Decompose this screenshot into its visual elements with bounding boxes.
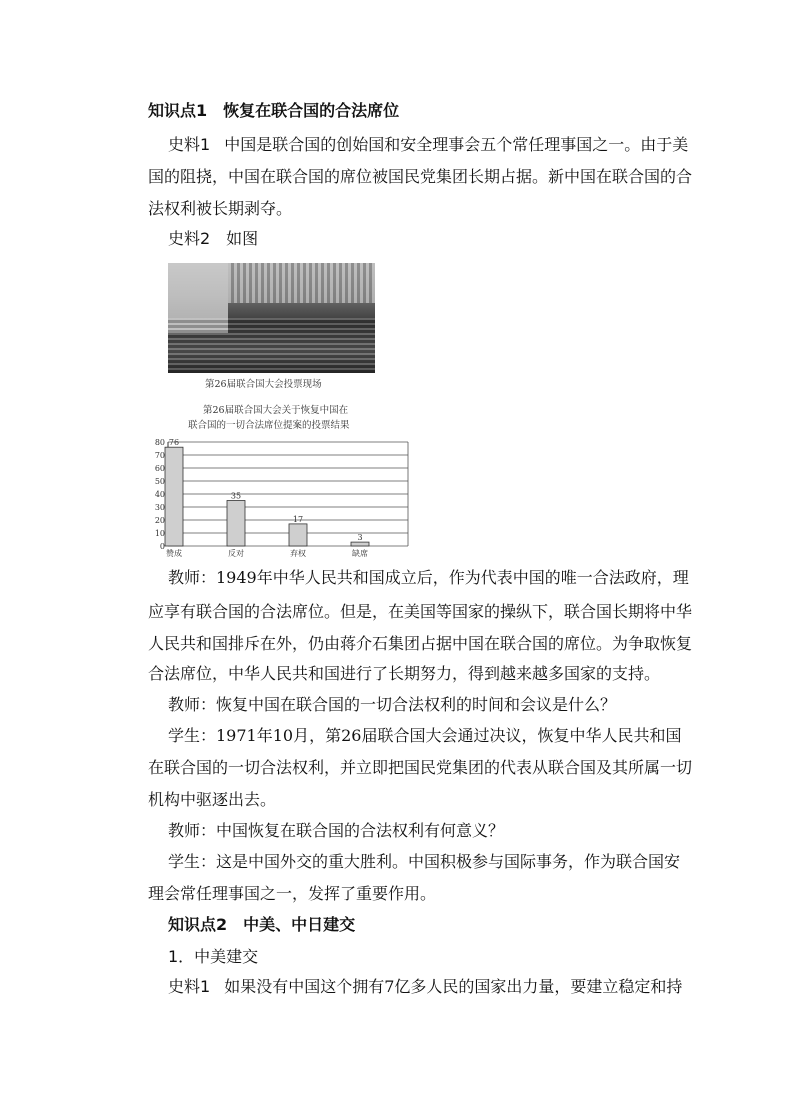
teacher-question: 教师：中国恢复在联合国的合法权利有何意义？ bbox=[168, 821, 505, 840]
teacher-line: 人民共和国排斥在外，仍由蒋介石集团占据中国在联合国的席位。为争取恢复 bbox=[148, 634, 693, 653]
source1-label: 史料1 bbox=[168, 135, 211, 154]
x-tick-label: 缺席 bbox=[352, 549, 368, 558]
bar bbox=[165, 447, 183, 546]
y-tick-label: 20 bbox=[154, 516, 165, 525]
data-label: 76 bbox=[168, 438, 180, 448]
student-line: 学生：1971年10月，第26届联合国大会通过决议，恢复中华人民共和国 bbox=[168, 726, 682, 745]
x-tick-label: 反对 bbox=[228, 549, 244, 558]
y-tick-label: 60 bbox=[154, 464, 165, 473]
student-line: 学生：这是中国外交的重大胜利。中国积极参与国际事务，作为联合国安 bbox=[168, 852, 681, 871]
y-tick-label: 80 bbox=[154, 438, 165, 447]
section2-source1-text: 如果没有中国这个拥有7亿多人民的国家出力量，要建立稳定和持 bbox=[224, 977, 683, 996]
bar bbox=[289, 524, 307, 546]
y-tick-label: 40 bbox=[154, 490, 165, 499]
teacher-question: 教师：恢复中国在联合国的一切合法权利的时间和会议是什么？ bbox=[168, 695, 617, 714]
teacher-line: 应享有联合国的合法席位。但是，在美国等国家的操纵下，联合国长期将中华 bbox=[148, 602, 693, 621]
general-assembly-photo bbox=[168, 263, 375, 373]
y-tick-label: 70 bbox=[154, 451, 165, 460]
y-tick-label: 30 bbox=[154, 503, 165, 512]
bar bbox=[351, 542, 369, 546]
y-tick-label: 50 bbox=[154, 477, 165, 486]
source1-line3: 法权利被长期剥夺。 bbox=[148, 199, 293, 218]
teacher-line: 合法席位，中华人民共和国进行了长期努力，得到越来越多国家的支持。 bbox=[148, 664, 661, 683]
section2-heading: 知识点2 中美、中日建交 bbox=[168, 915, 356, 934]
section1-heading: 知识点1 恢复在联合国的合法席位 bbox=[148, 101, 400, 120]
chart-caption-line2: 联合国的一切合法席位提案的投票结果 bbox=[188, 420, 350, 431]
y-tick-label: 10 bbox=[154, 529, 165, 538]
section2-source1 bbox=[168, 977, 682, 997]
photo-wall bbox=[228, 263, 375, 303]
data-label: 17 bbox=[292, 514, 304, 524]
source1-line2: 国的阻挠，中国在联合国的席位被国民党集团长期占据。新中国在联合国的合 bbox=[148, 167, 693, 186]
teacher-line: 教师：1949年中华人民共和国成立后，作为代表中国的唯一合法政府，理 bbox=[168, 568, 689, 587]
section2-subheading: 1．中美建交 bbox=[168, 947, 259, 966]
data-label: 3 bbox=[357, 533, 363, 543]
student-line: 在联合国的一切合法权利，并立即把国民党集团的代表从联合国及其所属一切 bbox=[148, 758, 693, 777]
chart-caption-line1: 第26届联合国大会关于恢复中国在 bbox=[203, 405, 349, 416]
source1-text: 中国是联合国的创始国和安全理事会五个常任理事国之一。由于美 bbox=[224, 135, 689, 154]
source1-line1 bbox=[168, 135, 688, 155]
x-tick-label: 赞成 bbox=[166, 549, 182, 558]
student-line: 机构中驱逐出去。 bbox=[148, 790, 277, 809]
y-tick-label: 0 bbox=[159, 542, 165, 551]
vote-results-chart bbox=[140, 434, 415, 562]
data-label: 35 bbox=[230, 491, 242, 501]
source2-label: 史料2 如图 bbox=[168, 229, 259, 248]
photo-seating bbox=[168, 318, 375, 373]
photo-caption: 第26届联合国大会投票现场 bbox=[205, 379, 322, 390]
student-line: 理会常任理事国之一，发挥了重要作用。 bbox=[148, 884, 437, 903]
section2-source1-label: 史料1 bbox=[168, 977, 211, 996]
x-tick-label: 弃权 bbox=[290, 549, 306, 558]
bar bbox=[227, 501, 245, 547]
